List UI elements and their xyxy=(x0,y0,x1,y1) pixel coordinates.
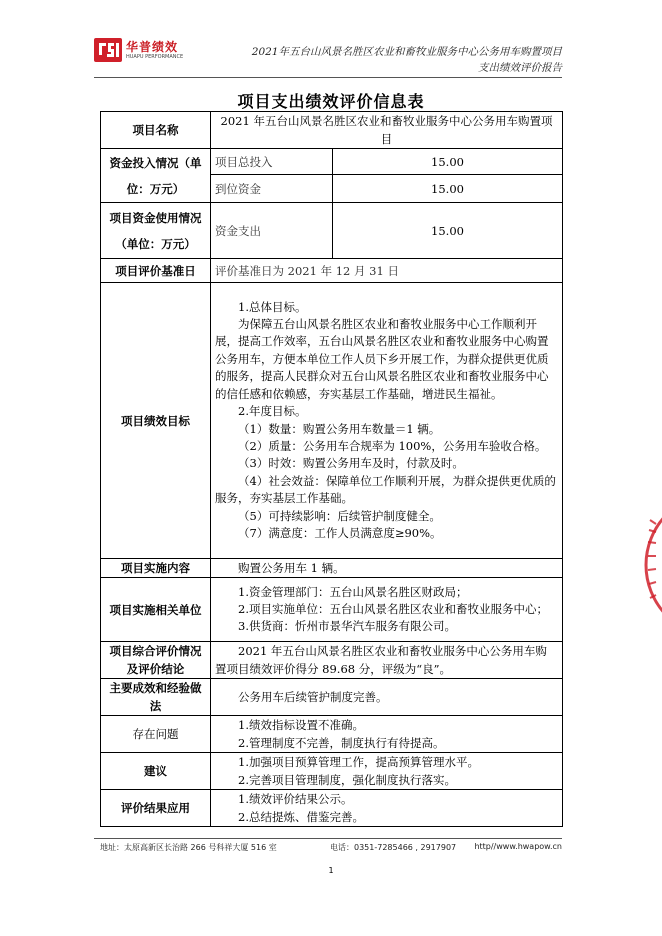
funds-in-place-label: 到位资金 xyxy=(211,175,333,203)
goal-line: （1）数量：购置公务用车数量＝1 辆。 xyxy=(238,421,441,436)
project-name-label: 项目名称 xyxy=(101,112,211,149)
footer-phone: 电话：0351-7285466 , 2917907 xyxy=(330,843,457,852)
running-header-line1: 2021年五台山风景名胜区农业和畜牧业服务中心公务用车购置项目 xyxy=(251,46,562,58)
goal-line: 1.总体目标。 xyxy=(238,299,307,314)
goal-line: （3）时效：购置公务用车及时，付款及时。 xyxy=(238,456,464,471)
fund-expenditure-value: 15.00 xyxy=(333,203,563,259)
conclusion-label: 项目综合评价情况及评价结论 xyxy=(101,642,211,679)
logo-mark-icon xyxy=(94,38,122,62)
info-table xyxy=(100,111,563,827)
units-line: 3.供货商：忻州市景华汽车服务有限公司。 xyxy=(238,619,456,633)
row-fund-use xyxy=(101,203,563,259)
company-logo xyxy=(94,36,184,66)
footer-website[interactable]: http//www.hwapow.cn xyxy=(474,842,562,851)
document-title: 项目支出绩效评价信息表 xyxy=(237,92,425,111)
goal-line: （5）可持续影响：后续管护制度健全。 xyxy=(238,508,441,523)
footer-address: 地址：太原高新区长治路 266 号科祥大厦 516 室 xyxy=(100,843,277,852)
suggestion-line: 2.完善项目管理制度，强化制度执行落实。 xyxy=(238,773,456,787)
row-issues xyxy=(101,716,563,753)
goal-line: （7）满意度：工作人员满意度≥90%。 xyxy=(238,525,442,540)
content-value: 购置公务用车 1 辆。 xyxy=(211,559,563,578)
achievement-value: 公务用车后续管护制度完善。 xyxy=(211,679,563,716)
base-date-label: 项目评价基准日 xyxy=(101,259,211,283)
goal-line: 2.年度目标。 xyxy=(238,404,307,419)
goal-content xyxy=(211,283,563,559)
goal-line: 为保障五台山风景名胜区农业和畜牧业服务中心工作顺利开展，提高工作效率，五台山风景名胜区农业和畜牧业服务中心购置公务用车，方便本单位工作人员下乡开展工作，为群众提供更优质的服务，提高人民群众对五台山风景名胜区农业和畜牧业服务中心的信任感和依赖感，夯实基层工作基础，增进民生福祉。 xyxy=(215,317,549,401)
funds-in-place-value: 15.00 xyxy=(333,175,563,203)
fund-use-label: 项目资金使用情况（单位：万元） xyxy=(101,203,211,259)
application-line: 1.绩效评价结果公示。 xyxy=(238,792,353,806)
base-date-value: 评价基准日为 2021 年 12 月 31 日 xyxy=(211,259,563,283)
row-total-investment xyxy=(101,149,563,175)
total-investment-value: 15.00 xyxy=(333,149,563,175)
header-divider xyxy=(94,77,562,78)
goal-line: （4）社会效益：保障单位工作顺利开展，为群众提供更优质的服务，夯实基层工作基础。 xyxy=(215,473,556,506)
row-units xyxy=(101,578,563,642)
issues-label: 存在问题 xyxy=(101,716,211,753)
running-header xyxy=(182,44,562,76)
row-project-name xyxy=(101,112,563,149)
content-label: 项目实施内容 xyxy=(101,559,211,578)
suggestion-content xyxy=(211,753,563,790)
achievement-label: 主要成效和经验做法 xyxy=(101,679,211,716)
logo-text-cn: 华普绩效 xyxy=(126,40,179,54)
conclusion-value: 2021 年五台山风景名胜区农业和畜牧业服务中心公务用车购置项目绩效评价得分 89.68 分，评级为“良”。 xyxy=(211,642,563,679)
total-investment-label: 项目总投入 xyxy=(211,149,333,175)
row-base-date xyxy=(101,259,563,283)
goal-label: 项目绩效目标 xyxy=(101,283,211,559)
funding-label: 资金投入情况（单位：万元） xyxy=(101,149,211,203)
row-achievement xyxy=(101,679,563,716)
units-line: 1.资金管理部门：五台山风景名胜区财政局； xyxy=(238,585,468,599)
row-goals xyxy=(101,283,563,559)
row-suggestion xyxy=(101,753,563,790)
running-header-line2: 支出绩效评价报告 xyxy=(478,62,562,74)
footer-divider xyxy=(94,838,562,839)
seal-stamp-icon xyxy=(640,500,662,630)
application-line: 2.总结提炼、借鉴完善。 xyxy=(238,810,364,824)
suggestion-label: 建议 xyxy=(101,753,211,790)
application-content xyxy=(211,790,563,827)
fund-expenditure-label: 资金支出 xyxy=(211,203,333,259)
issues-line: 2.管理制度不完善，制度执行有待提高。 xyxy=(238,736,445,750)
units-content xyxy=(211,578,563,642)
units-label: 项目实施相关单位 xyxy=(101,578,211,642)
row-content xyxy=(101,559,563,578)
issues-content xyxy=(211,716,563,753)
logo-text-en: HUAPU PERFORMANCE xyxy=(126,54,184,60)
issues-line: 1.绩效指标设置不准确。 xyxy=(238,718,364,732)
row-application xyxy=(101,790,563,827)
goal-line: （2）质量：公务用车合规率为 100%，公务用车验收合格。 xyxy=(238,438,547,453)
suggestion-line: 1.加强项目预算管理工作，提高预算管理水平。 xyxy=(238,755,479,769)
page-number: 1 xyxy=(328,866,334,875)
units-line: 2.项目实施单位：五台山风景名胜区农业和畜牧业服务中心； xyxy=(238,602,548,616)
application-label: 评价结果应用 xyxy=(101,790,211,827)
row-conclusion xyxy=(101,642,563,679)
project-name-value: 2021 年五台山风景名胜区农业和畜牧业服务中心公务用车购置项目 xyxy=(211,112,563,149)
